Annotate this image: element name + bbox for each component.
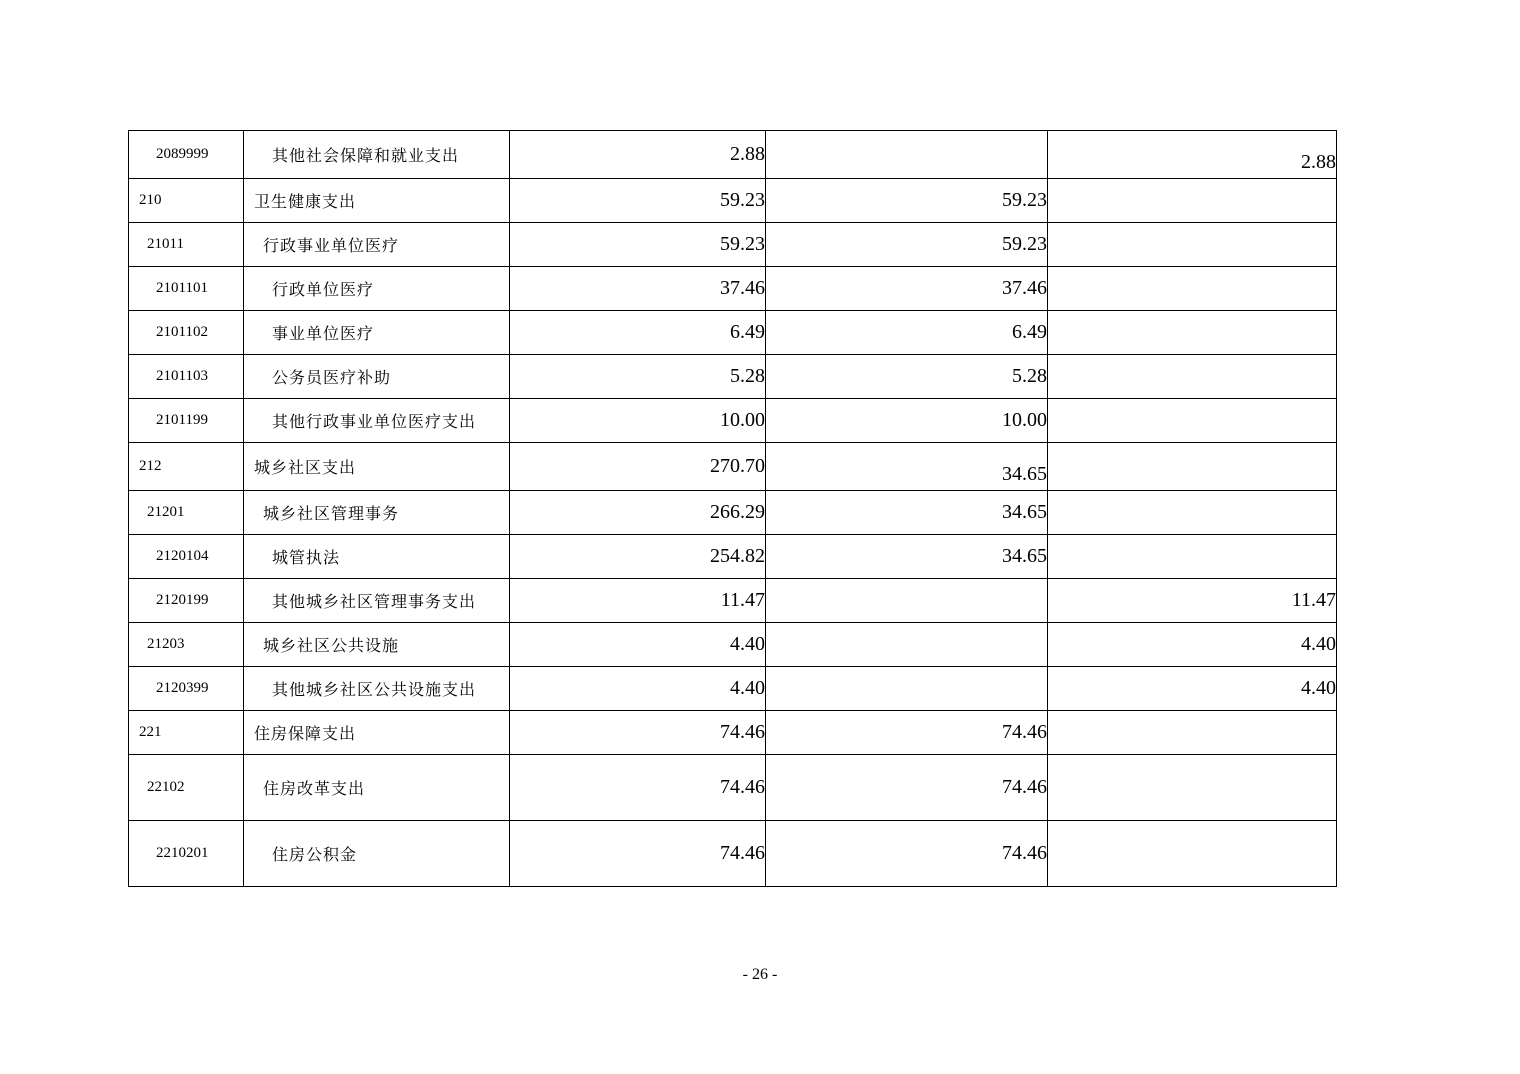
project-amount (1048, 355, 1337, 399)
project-amount (1048, 535, 1337, 579)
basic-amount: 6.49 (766, 311, 1048, 355)
subject-name: 城乡社区支出 (244, 443, 510, 491)
project-amount (1048, 821, 1337, 887)
table-row (129, 711, 1337, 755)
subject-name: 行政事业单位医疗 (244, 223, 510, 267)
subject-code: 2089999 (129, 131, 244, 179)
subject-name: 城乡社区管理事务 (244, 491, 510, 535)
table-row (129, 311, 1337, 355)
table-row (129, 821, 1337, 887)
project-amount: 4.40 (1048, 623, 1337, 667)
table-row (129, 179, 1337, 223)
total-amount: 10.00 (510, 399, 766, 443)
total-amount: 5.28 (510, 355, 766, 399)
total-amount: 74.46 (510, 755, 766, 821)
project-amount (1048, 399, 1337, 443)
subject-name: 其他社会保障和就业支出 (244, 131, 510, 179)
project-amount (1048, 491, 1337, 535)
table-row (129, 355, 1337, 399)
subject-code: 2101199 (129, 399, 244, 443)
basic-amount: 34.65 (766, 443, 1048, 491)
project-amount: 4.40 (1048, 667, 1337, 711)
subject-name: 其他行政事业单位医疗支出 (244, 399, 510, 443)
table-row (129, 399, 1337, 443)
subject-name: 城管执法 (244, 535, 510, 579)
table-row (129, 623, 1337, 667)
subject-code: 21201 (129, 491, 244, 535)
subject-code: 21011 (129, 223, 244, 267)
subject-code: 21203 (129, 623, 244, 667)
subject-code: 2120199 (129, 579, 244, 623)
project-amount: 11.47 (1048, 579, 1337, 623)
subject-code: 2101102 (129, 311, 244, 355)
total-amount: 270.70 (510, 443, 766, 491)
project-amount (1048, 755, 1337, 821)
project-amount (1048, 311, 1337, 355)
table-row (129, 223, 1337, 267)
total-amount: 74.46 (510, 711, 766, 755)
basic-amount (766, 131, 1048, 179)
total-amount: 266.29 (510, 491, 766, 535)
basic-amount: 10.00 (766, 399, 1048, 443)
subject-code: 2120104 (129, 535, 244, 579)
total-amount: 59.23 (510, 179, 766, 223)
subject-name: 其他城乡社区公共设施支出 (244, 667, 510, 711)
subject-code: 2101103 (129, 355, 244, 399)
project-amount (1048, 443, 1337, 491)
total-amount: 2.88 (510, 131, 766, 179)
basic-amount (766, 623, 1048, 667)
subject-name: 住房保障支出 (244, 711, 510, 755)
total-amount: 11.47 (510, 579, 766, 623)
project-amount: 2.88 (1048, 131, 1337, 179)
total-amount: 6.49 (510, 311, 766, 355)
table-row (129, 131, 1337, 179)
total-amount: 254.82 (510, 535, 766, 579)
subject-code: 221 (129, 711, 244, 755)
total-amount: 74.46 (510, 821, 766, 887)
page-number: - 26 - (742, 966, 778, 983)
subject-name: 其他城乡社区管理事务支出 (244, 579, 510, 623)
subject-name: 公务员医疗补助 (244, 355, 510, 399)
basic-amount: 34.65 (766, 491, 1048, 535)
project-amount (1048, 223, 1337, 267)
table-row (129, 579, 1337, 623)
table-row (129, 491, 1337, 535)
basic-amount (766, 667, 1048, 711)
table-row (129, 443, 1337, 491)
basic-amount: 74.46 (766, 755, 1048, 821)
total-amount: 59.23 (510, 223, 766, 267)
total-amount: 4.40 (510, 623, 766, 667)
subject-code: 22102 (129, 755, 244, 821)
project-amount (1048, 179, 1337, 223)
basic-amount (766, 579, 1048, 623)
subject-name: 行政单位医疗 (244, 267, 510, 311)
subject-code: 210 (129, 179, 244, 223)
subject-code: 2101101 (129, 267, 244, 311)
project-amount (1048, 267, 1337, 311)
basic-amount: 59.23 (766, 223, 1048, 267)
subject-code: 2210201 (129, 821, 244, 887)
subject-name: 住房公积金 (244, 821, 510, 887)
total-amount: 37.46 (510, 267, 766, 311)
project-amount (1048, 711, 1337, 755)
table-row (129, 267, 1337, 311)
basic-amount: 37.46 (766, 267, 1048, 311)
basic-amount: 74.46 (766, 711, 1048, 755)
basic-amount: 34.65 (766, 535, 1048, 579)
total-amount: 4.40 (510, 667, 766, 711)
basic-amount: 59.23 (766, 179, 1048, 223)
expenditure-table (128, 130, 1337, 887)
table-row (129, 535, 1337, 579)
basic-amount: 74.46 (766, 821, 1048, 887)
subject-code: 212 (129, 443, 244, 491)
subject-name: 卫生健康支出 (244, 179, 510, 223)
subject-code: 2120399 (129, 667, 244, 711)
table-row (129, 667, 1337, 711)
subject-name: 住房改革支出 (244, 755, 510, 821)
table-row (129, 755, 1337, 821)
basic-amount: 5.28 (766, 355, 1048, 399)
subject-name: 城乡社区公共设施 (244, 623, 510, 667)
subject-name: 事业单位医疗 (244, 311, 510, 355)
